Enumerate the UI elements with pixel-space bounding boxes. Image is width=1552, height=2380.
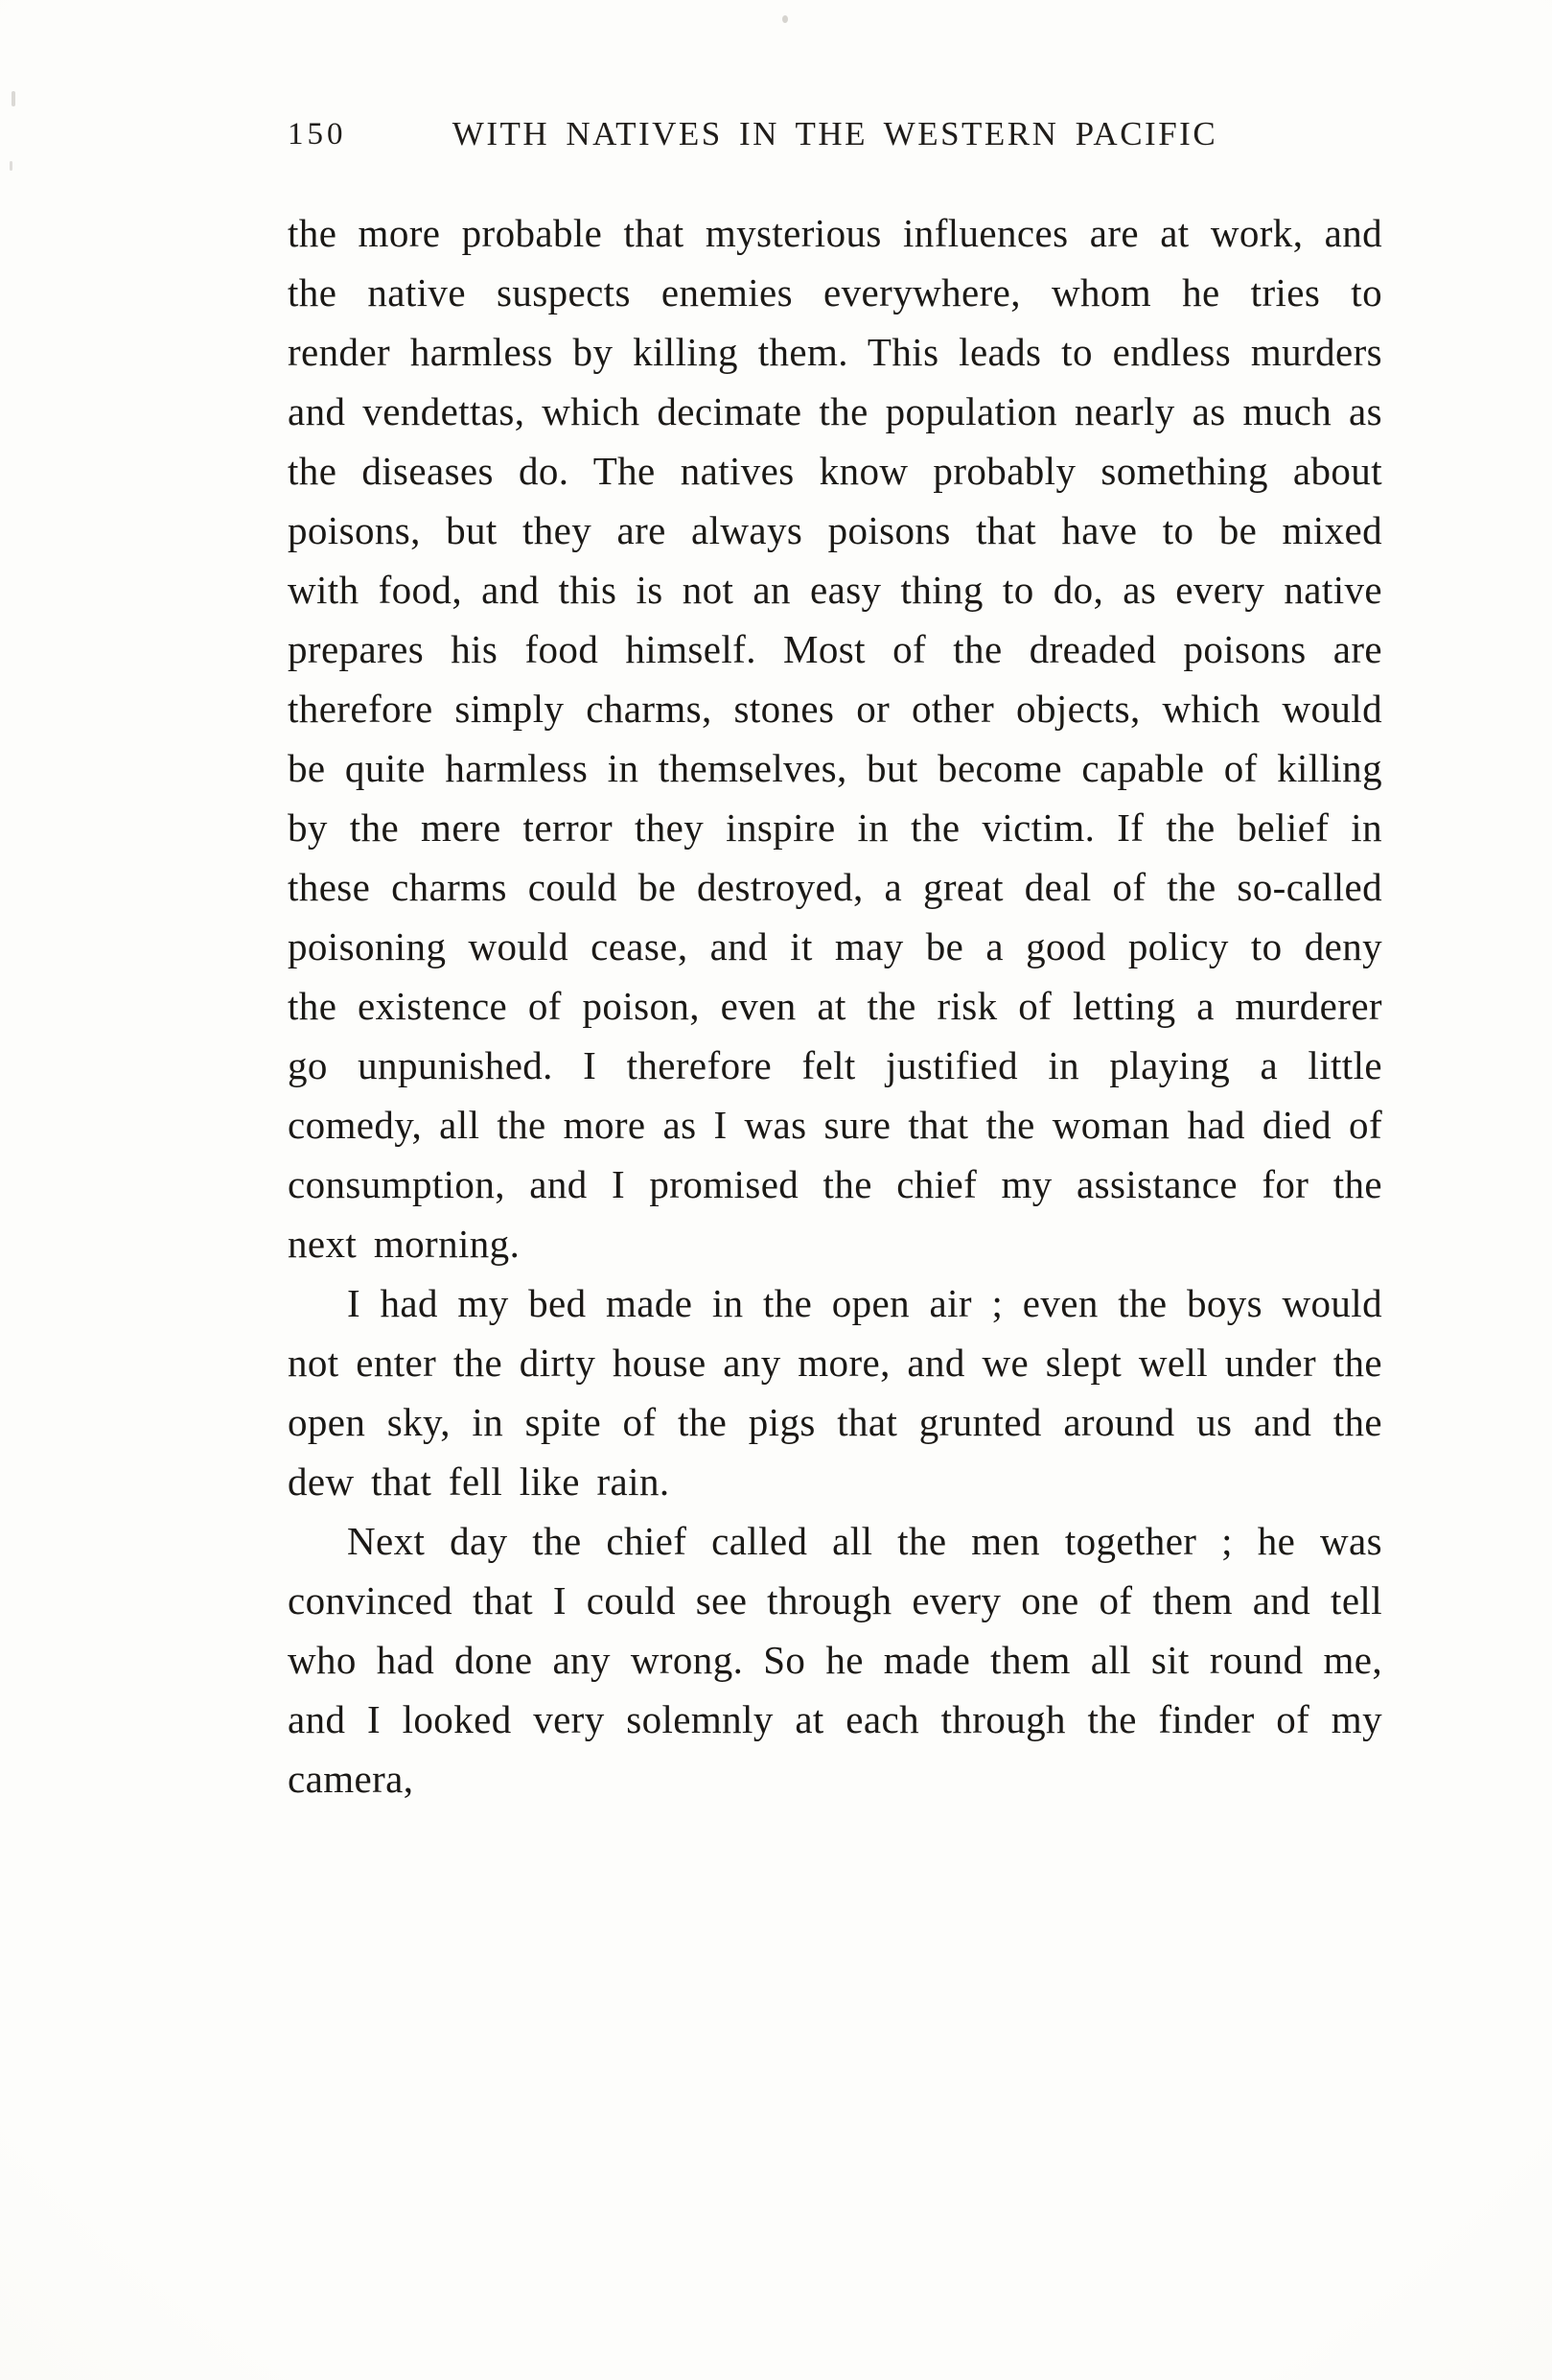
paragraph-continuation: the more probable that mysterious influences are at work, and the native suspects enemies everywhere, whom he tries to render harmless by killing them. This leads to endless murders and vendettas, which decimate the population nearly as much as the diseases do. The natives know probably something about poisons, but they are always poisons that have to be mixed with food, and this is not an easy thing to do, as every native prepares his food himself. Most of the dreaded poisons are therefore simply charms, stones or other objects, which would be quite harmless in themselves, but become capable of killing by the mere terror they inspire in the victim. If the belief in these charms could be destroyed, a great deal of the so-called poisoning would cease, and it may be a good policy to deny the existence of poison, even at the risk of letting a murderer go unpunished. I therefore felt justified in playing a little comedy, all the more as I was sure that the woman had died of consumption, and I promised the chief my assistance for the next morning. [288, 211, 1382, 1266]
paragraph: Next day the chief called all the men together ; he was convinced that I could see through every one of them and tell who had done any wrong. So he made them all sit round me, and I looked very solemnly at each through the finder of my camera, [288, 1519, 1382, 1801]
scan-artifact [10, 161, 12, 171]
running-head [288, 115, 1382, 165]
scan-artifact [782, 15, 788, 23]
body-text [288, 203, 1382, 1808]
text-block [288, 115, 1382, 1808]
running-title: WITH NATIVES IN THE WESTERN PACIFIC [452, 115, 1218, 152]
paragraph: I had my bed made in the open air ; even the boys would not enter the dirty house any more, and we slept well under the open sky, in spite of the pigs that grunted around us and the dew that fell like rain. [288, 1281, 1382, 1504]
page-number: 150 [288, 117, 347, 152]
scan-artifact [12, 91, 15, 106]
